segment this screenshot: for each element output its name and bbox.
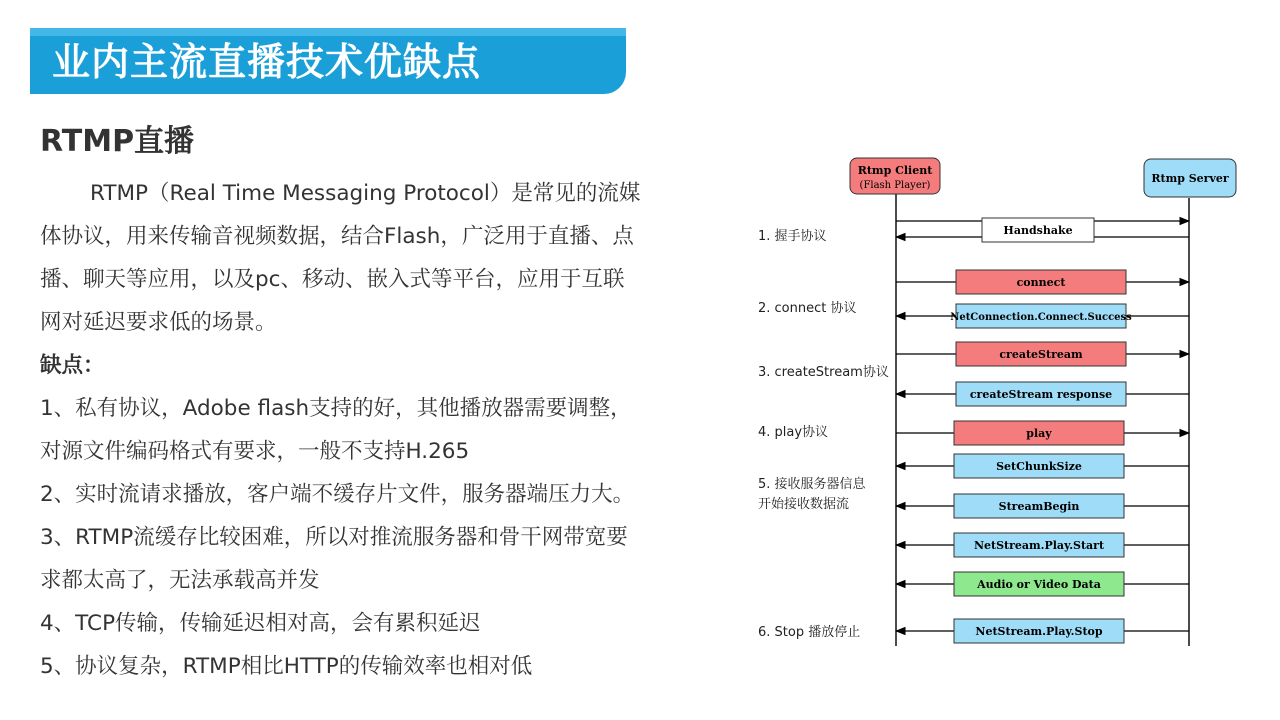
message-label: NetConnection.Connect.Success: [950, 312, 1132, 323]
server-label: Rtmp Server: [1151, 172, 1229, 185]
intro-paragraph: [40, 172, 710, 344]
step-label: 3. createStream协议: [758, 365, 889, 380]
message-label: createStream: [999, 348, 1083, 361]
message-label: NetStream.Play.Start: [973, 539, 1105, 552]
message-label: connect: [1016, 276, 1066, 289]
title-banner: [30, 28, 626, 94]
message-label: SetChunkSize: [996, 460, 1082, 473]
client-label: Rtmp Client: [857, 164, 933, 177]
step-label: 开始接收数据流: [758, 497, 850, 512]
client-sublabel: (Flash Player): [859, 180, 931, 191]
message-label: StreamBegin: [998, 500, 1080, 513]
step-label: 5. 接收服务器信息: [758, 477, 866, 492]
intro-line: RTMP（Real Time Messaging Protocol）是常见的流媒: [90, 181, 641, 206]
step-label: 6. Stop 播放停止: [758, 625, 861, 640]
message-label: createStream response: [969, 388, 1113, 401]
cons-line: 1、私有协议，Adobe flash支持的好，其他播放器需要调整，: [40, 396, 632, 421]
cons-line: 5、协议复杂，RTMP相比HTTP的传输效率也相对低: [40, 654, 533, 679]
cons-line: 2、实时流请求播放，客户端不缓存片文件，服务器端压力大。: [40, 482, 635, 507]
section-heading: RTMP直播: [40, 124, 195, 159]
intro-line: 播、聊天等应用，以及pc、移动、嵌入式等平台，应用于互联: [40, 267, 625, 292]
cons-line: 3、RTMP流缓存比较困难，所以对推流服务器和骨干网带宽要: [40, 525, 628, 550]
cons-line: 4、TCP传输，传输延迟相对高，会有累积延迟: [40, 611, 481, 636]
slide-title: 业内主流直播技术优缺点: [52, 40, 482, 84]
cons-line: 求都太高了，无法承载高并发: [40, 568, 320, 593]
intro-line: 网对延迟要求低的场景。: [40, 310, 277, 335]
cons-heading: 缺点：: [40, 353, 105, 378]
step-label: 4. play协议: [758, 425, 829, 440]
step-label: 1. 握手协议: [758, 229, 827, 244]
message-label: NetStream.Play.Stop: [975, 625, 1103, 638]
intro-line: 体协议，用来传输音视频数据，结合Flash，广泛用于直播、点: [40, 224, 634, 249]
step-label: 2. connect 协议: [758, 301, 857, 316]
message-label: Handshake: [1003, 224, 1073, 237]
message-label: Audio or Video Data: [977, 578, 1101, 591]
cons-line: 对源文件编码格式有要求，一般不支持H.265: [40, 439, 470, 464]
title-banner-highlight: [30, 28, 626, 36]
message-label: play: [1026, 427, 1052, 440]
rtmp-sequence-diagram: [750, 150, 1250, 650]
body-text: [40, 172, 710, 688]
